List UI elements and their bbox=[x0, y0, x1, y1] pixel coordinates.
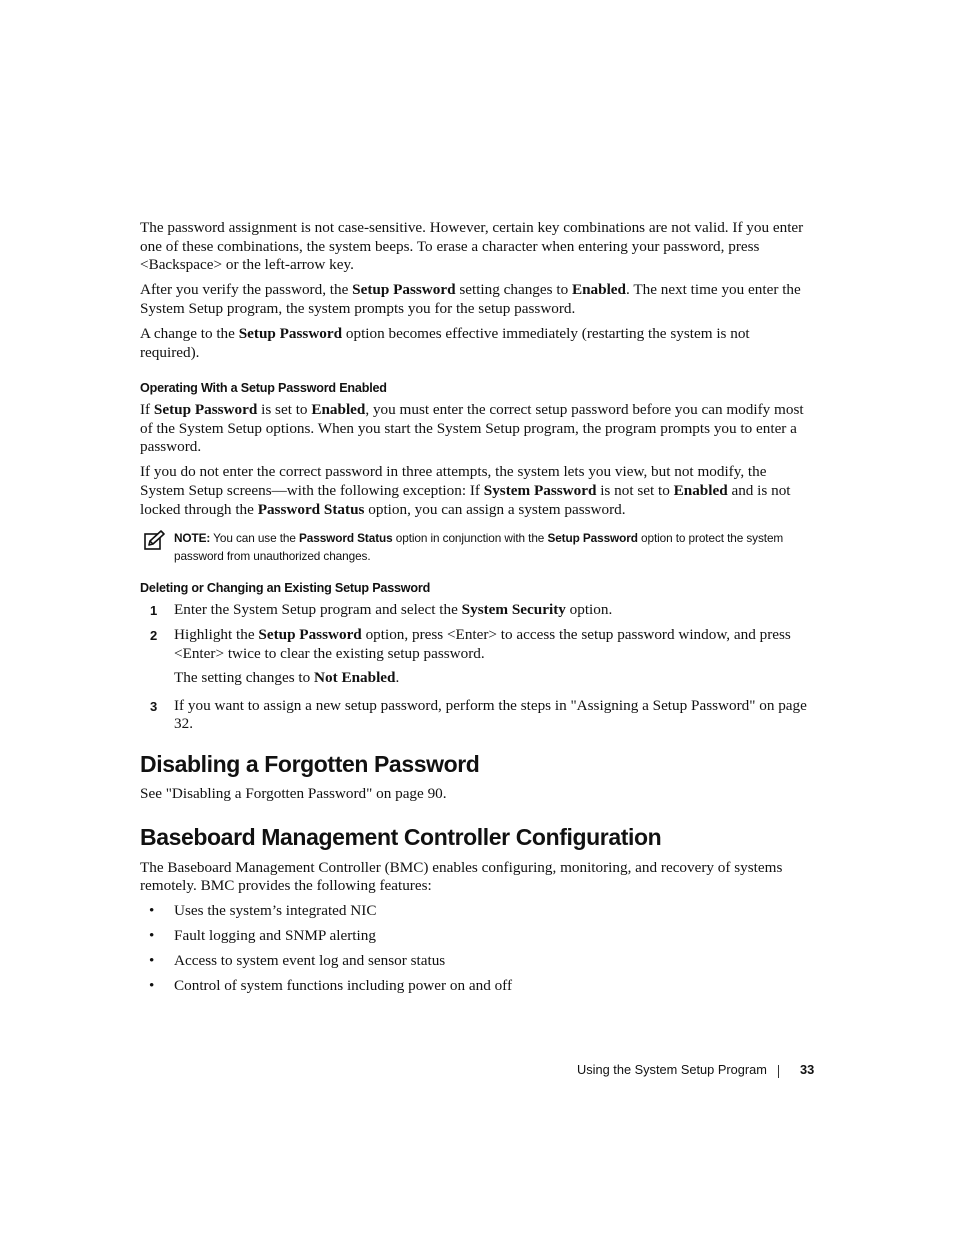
text: , you must enter the correct setup password before you can modify most of the System Setup options. When you start the System Setup program, the program prompts you to enter a password. bbox=[140, 401, 804, 456]
text: option becomes effective immediately (restarting the system is not required). bbox=[140, 324, 750, 361]
term-enabled: Enabled bbox=[571, 281, 626, 299]
text: setting changes to bbox=[455, 281, 572, 299]
text: is not set to bbox=[596, 482, 674, 500]
paragraph-bmc: The Baseboard Management Controller (BMC) enables configuring, monitoring, and recovery of systems remotely. BMC provides the following features: bbox=[140, 858, 783, 895]
step-number: 1 bbox=[150, 603, 158, 619]
step-number: 2 bbox=[150, 628, 158, 643]
step-result bbox=[174, 669, 812, 688]
bmc-features-list bbox=[140, 902, 812, 996]
text: Control of system functions including power on and off bbox=[174, 976, 513, 994]
page-content bbox=[140, 219, 812, 1002]
step-number: 3 bbox=[150, 698, 158, 714]
bullet: • bbox=[149, 976, 155, 994]
note-label: NOTE: bbox=[174, 531, 211, 546]
term-password-status: Password Status bbox=[299, 531, 393, 546]
term-password-status: Password Status bbox=[257, 500, 365, 518]
bullet: • bbox=[149, 951, 155, 969]
text: The setting changes to bbox=[174, 669, 315, 687]
list-item bbox=[140, 927, 812, 946]
list-item bbox=[140, 626, 812, 688]
list-item bbox=[140, 902, 812, 921]
note-pencil-icon bbox=[144, 530, 166, 550]
footer-divider bbox=[778, 1065, 779, 1078]
bullet: • bbox=[149, 926, 155, 944]
text: Uses the system’s integrated NIC bbox=[174, 901, 377, 919]
text: option in conjunction with the bbox=[392, 531, 548, 546]
list-item bbox=[140, 977, 812, 996]
term-setup-password: Setup Password bbox=[352, 281, 456, 299]
paragraph-forgotten: See "Disabling a Forgotten Password" on page 90. bbox=[140, 784, 447, 802]
page-number: 33 bbox=[800, 1062, 815, 1077]
heading-bmc-configuration: Baseboard Management Controller Configuration bbox=[140, 823, 662, 850]
list-item bbox=[140, 952, 812, 971]
text: Enter the System Setup program and select the bbox=[174, 601, 462, 619]
text: option to protect the system password from unauthorized changes. bbox=[174, 531, 784, 563]
bullet: • bbox=[149, 901, 155, 919]
paragraph-password-case: The password assignment is not case-sensitive. However, certain key combinations are not valid. If you enter one of these combinations, the system beeps. To erase a character when entering your password, press <Backspace> or the left-arrow key. bbox=[140, 219, 804, 274]
term-system-password: System Password bbox=[483, 482, 597, 500]
text: option, you can assign a system password. bbox=[364, 500, 626, 518]
text: is set to bbox=[257, 401, 312, 419]
text: option, press <Enter> to access the setup password window, and press <Enter> twice to clear the existing setup password. bbox=[174, 626, 791, 662]
list-item bbox=[140, 697, 812, 734]
text: option. bbox=[565, 601, 613, 619]
term-setup-password: Setup Password bbox=[258, 626, 362, 643]
paragraph-operating-1 bbox=[140, 401, 812, 457]
term-system-security: System Security bbox=[461, 601, 566, 619]
paragraph-change-effective bbox=[140, 325, 812, 362]
text: Fault logging and SNMP alerting bbox=[174, 926, 376, 944]
text: You can use the bbox=[210, 531, 300, 546]
heading-disabling-forgotten-password: Disabling a Forgotten Password bbox=[140, 750, 480, 777]
subheading-operating: Operating With a Setup Password Enabled bbox=[140, 381, 387, 396]
term-enabled: Enabled bbox=[673, 482, 728, 500]
text: and is not locked through the bbox=[140, 482, 791, 518]
text: Access to system event log and sensor status bbox=[174, 951, 446, 969]
text: . The next time you enter the System Setup program, the system prompts you for the setup password. bbox=[140, 281, 801, 317]
note-box bbox=[140, 530, 812, 565]
steps-list bbox=[140, 601, 812, 734]
paragraph-operating-2 bbox=[140, 463, 812, 519]
term-setup-password: Setup Password bbox=[153, 401, 258, 419]
term-setup-password: Setup Password bbox=[547, 531, 638, 546]
text: If you want to assign a new setup password, perform the steps in "Assigning a Setup Password" on page 32. bbox=[174, 696, 807, 733]
term-setup-password: Setup Password bbox=[238, 324, 343, 342]
term-not-enabled: Not Enabled bbox=[314, 669, 396, 687]
text: If bbox=[140, 401, 154, 419]
subheading-deleting: Deleting or Changing an Existing Setup Password bbox=[140, 581, 431, 596]
text: Highlight the bbox=[174, 626, 259, 643]
paragraph-verify-password bbox=[140, 281, 812, 318]
footer-section-title: Using the System Setup Program bbox=[577, 1062, 767, 1077]
text: A change to the bbox=[140, 324, 239, 342]
list-item bbox=[140, 601, 812, 620]
text: . bbox=[395, 669, 400, 687]
text: If you do not enter the correct password in three attempts, the system lets you view, but not modify, the System Setup screens—with the following exception: If bbox=[140, 463, 767, 500]
term-enabled: Enabled bbox=[311, 401, 366, 419]
text: After you verify the password, the bbox=[140, 281, 353, 299]
